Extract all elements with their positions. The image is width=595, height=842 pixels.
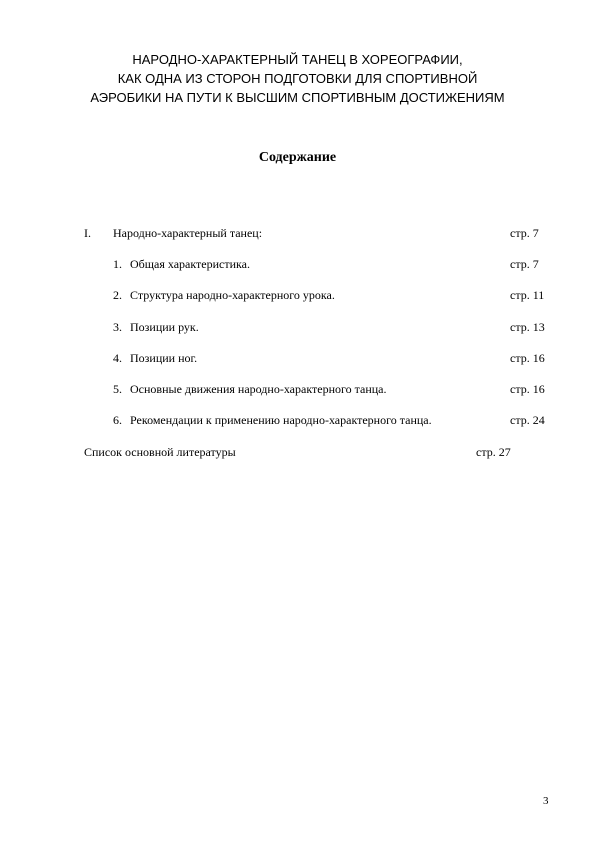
toc-item-label: Общая характеристика.: [130, 257, 250, 271]
toc-section-page: стр. 7: [510, 226, 539, 240]
title-line-3: АЭРОБИКИ НА ПУТИ К ВЫСШИМ СПОРТИВНЫМ ДОСТИЖЕНИЯМ: [90, 90, 505, 105]
toc-bibliography-label: Список основной литературы: [84, 445, 236, 459]
toc-item-label: Позиции ног.: [130, 351, 198, 365]
toc-item-page: стр. 11: [510, 288, 545, 302]
toc-item-page: стр. 13: [510, 320, 545, 334]
toc-item-number: 4.: [113, 351, 122, 365]
toc-item-page: стр. 16: [510, 382, 545, 396]
title-line-2: КАК ОДНА ИЗ СТОРОН ПОДГОТОВКИ ДЛЯ СПОРТИВНОЙ: [117, 71, 478, 86]
document-title: [0, 50, 595, 107]
toc-item-number: 6.: [113, 413, 122, 427]
toc-item-number: 5.: [113, 382, 122, 396]
toc-heading: Содержание: [258, 150, 337, 165]
toc-item-label: Рекомендации к применению народно-характерного танца.: [130, 413, 432, 427]
title-line-1: НАРОДНО-ХАРАКТЕРНЫЙ ТАНЕЦ В ХОРЕОГРАФИИ,: [132, 52, 463, 67]
toc-item-label: Структура народно-характерного урока.: [130, 288, 335, 302]
toc-section-label: Народно-характерный танец:: [113, 226, 263, 240]
toc-item-label: Позиции рук.: [130, 320, 199, 334]
toc-item-page: стр. 24: [510, 413, 545, 427]
toc-item-number: 2.: [113, 288, 122, 302]
toc-section-numeral: I.: [84, 226, 91, 240]
toc-item-page: стр. 16: [510, 351, 545, 365]
toc-item-label: Основные движения народно-характерного танца.: [130, 382, 387, 396]
page-number: 3: [543, 795, 549, 807]
toc-item-number: 1.: [113, 257, 122, 271]
toc-bibliography-page: стр. 27: [476, 445, 511, 459]
toc-item-number: 3.: [113, 320, 122, 334]
toc-item-page: стр. 7: [510, 257, 539, 271]
